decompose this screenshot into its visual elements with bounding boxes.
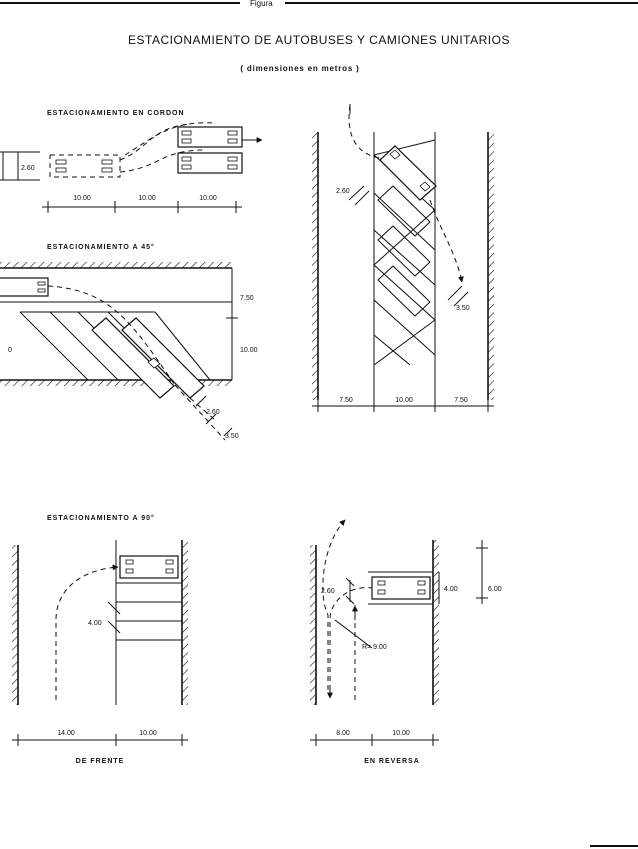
dim-angle45v-a: 2.60 xyxy=(336,188,350,195)
dim-reverse-depth: 10.00 xyxy=(392,730,410,737)
dim-angle45v-b: 3.50 xyxy=(456,305,470,312)
dim-angle45-offset-b: 3.50 xyxy=(225,433,239,440)
caption-de-frente: DE FRENTE xyxy=(75,758,125,765)
dim-reverse-overall: 6.00 xyxy=(488,586,502,593)
dim-cordon-1: 10.00 xyxy=(73,195,91,202)
section-angle90-label: ESTACIONAMIENTO A 90° xyxy=(47,515,155,522)
page-subtitle: ( dimensiones en metros ) xyxy=(240,64,360,73)
dim-angle45v-left: 7.50 xyxy=(339,397,353,404)
page-title: ESTACIONAMIENTO DE AUTOBUSES Y CAMIONES UNITARIOS xyxy=(128,33,510,47)
dim-reverse-radius: R= 9.00 xyxy=(362,644,387,651)
section-cordon-label: ESTACIONAMIENTO EN CORDON xyxy=(47,110,185,117)
header-fragment xyxy=(0,0,638,8)
dim-angle45-offset-a: 2.60 xyxy=(206,409,220,416)
dim-reverse-aisle: 8.00 xyxy=(336,730,350,737)
dim-angle90-stall-w: 4.00 xyxy=(88,620,102,627)
header-fragment-text: Figura xyxy=(250,0,273,8)
dim-angle90-aisle: 14.00 xyxy=(57,730,75,737)
section-angle45-label: ESTACIONAMIENTO A 45° xyxy=(47,244,155,251)
dim-reverse-stall-w: 4.00 xyxy=(444,586,458,593)
section-angle45 xyxy=(0,243,258,440)
dim-angle45-aisle: 7.50 xyxy=(240,295,254,302)
dim-cordon-2: 10.00 xyxy=(138,195,156,202)
dim-angle90-depth: 10.00 xyxy=(139,730,157,737)
dim-angle45v-right: 7.50 xyxy=(454,397,468,404)
section-angle90-reverse xyxy=(310,520,502,765)
section-angle45-vertical xyxy=(312,104,494,412)
dim-reverse-offset: 2.60 xyxy=(321,588,335,595)
dim-cordon-width: 2.60 xyxy=(21,165,35,172)
dim-angle45v-mid: 10.00 xyxy=(395,397,413,404)
dim-angle45-stall: 10.00 xyxy=(240,347,258,354)
dim-angle45-cut: 0 xyxy=(8,347,12,354)
section-cordon xyxy=(0,110,262,213)
section-angle90-front xyxy=(12,514,188,765)
caption-en-reversa: EN REVERSA xyxy=(364,758,420,765)
dim-cordon-3: 10.00 xyxy=(199,195,217,202)
